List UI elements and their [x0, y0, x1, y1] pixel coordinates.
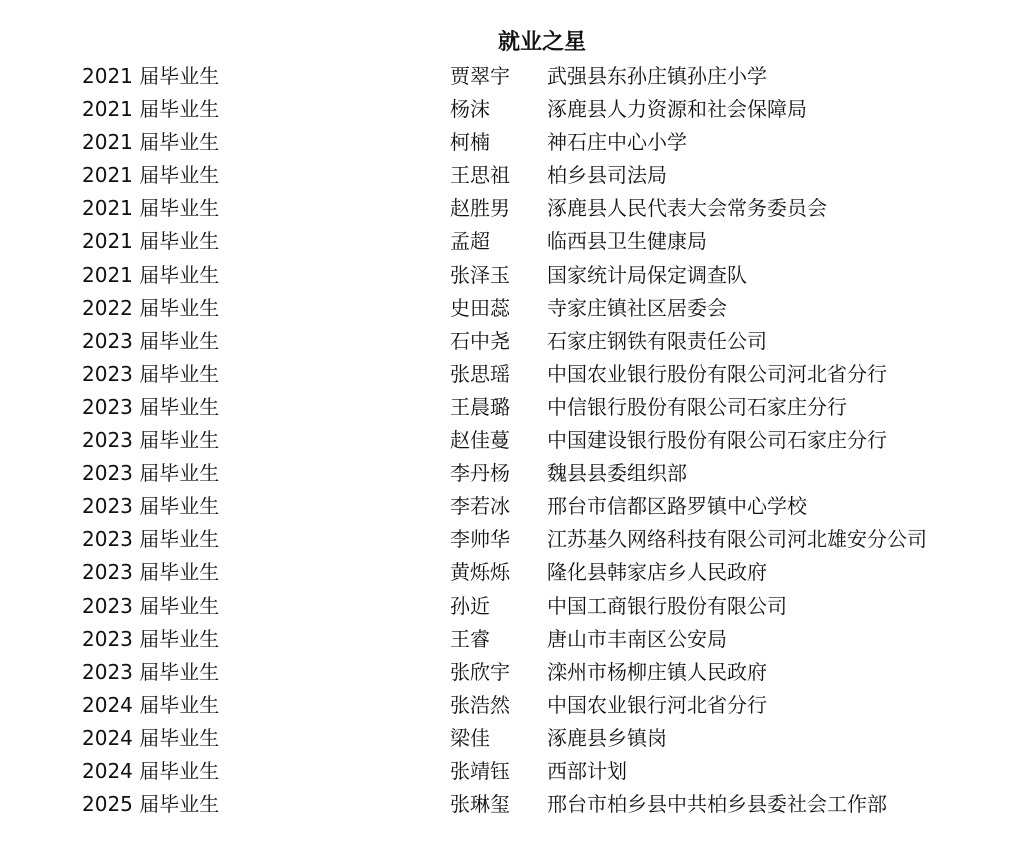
graduation-year: 2021 届毕业生: [82, 229, 220, 254]
graduate-name: 杨沫: [450, 97, 490, 122]
graduate-name: 史田蕊: [450, 295, 510, 320]
list-item: [0, 93, 1028, 126]
employer: 江苏基久网络科技有限公司河北雄安分公司: [547, 527, 927, 552]
employer: 中国工商银行股份有限公司: [547, 593, 787, 618]
graduation-year: 2021 届毕业生: [82, 64, 220, 88]
graduate-name: 张泽玉: [450, 262, 510, 287]
graduate-name: 赵佳蔓: [450, 428, 510, 453]
graduation-year: 2023 届毕业生: [82, 361, 220, 386]
graduation-year: 2023 届毕业生: [82, 626, 220, 651]
employer: 临西县卫生健康局: [547, 229, 707, 254]
graduate-name: 王思祖: [450, 163, 510, 188]
graduation-year: 2023 届毕业生: [82, 328, 220, 353]
list-item: [0, 590, 1028, 623]
list-item: [0, 325, 1028, 358]
graduation-year: 2021 届毕业生: [82, 163, 220, 188]
employer: 涿鹿县人民代表大会常务委员会: [547, 196, 827, 221]
employer: 中国农业银行河北省分行: [547, 692, 767, 717]
graduation-year: 2024 届毕业生: [82, 725, 220, 750]
graduate-name: 孟超: [450, 229, 490, 254]
employer: 隆化县韩家店乡人民政府: [547, 560, 767, 585]
list-item: [0, 259, 1028, 292]
graduation-year: 2023 届毕业生: [82, 461, 220, 486]
graduate-name: 张浩然: [450, 692, 510, 717]
graduation-year: 2024 届毕业生: [82, 758, 220, 783]
employer: 国家统计局保定调查队: [547, 262, 747, 287]
employer: 唐山市丰南区公安局: [547, 626, 727, 651]
employer: 武强县东孙庄镇孙庄小学: [547, 64, 767, 88]
list-item: [0, 358, 1028, 391]
list-item: [0, 755, 1028, 788]
list-item: [0, 292, 1028, 325]
graduate-name: 张琳玺: [450, 792, 510, 817]
graduate-name: 李帅华: [450, 527, 510, 552]
list-item: [0, 656, 1028, 689]
list-item: [0, 722, 1028, 755]
graduate-name: 张思瑶: [450, 361, 510, 386]
graduation-year: 2025 届毕业生: [82, 792, 220, 817]
list-item: [0, 490, 1028, 523]
graduate-name: 李若冰: [450, 494, 510, 519]
page-title: 就业之星: [497, 30, 586, 55]
employer: 西部计划: [547, 758, 627, 783]
employer: 邢台市信都区路罗镇中心学校: [547, 494, 807, 519]
list-item: [0, 192, 1028, 225]
list-item: [0, 556, 1028, 589]
list-item: [0, 788, 1028, 821]
list-item: [0, 391, 1028, 424]
list-item: [0, 457, 1028, 490]
graduate-name: 石中尧: [450, 328, 510, 353]
graduation-year: 2021 届毕业生: [82, 262, 220, 287]
graduation-year: 2023 届毕业生: [82, 428, 220, 453]
employer: 滦州市杨柳庄镇人民政府: [547, 659, 767, 684]
graduate-name: 张靖钰: [450, 758, 510, 783]
graduation-year: 2023 届毕业生: [82, 560, 220, 585]
graduate-name: 梁佳: [450, 725, 490, 750]
graduate-name: 张欣宇: [450, 659, 510, 684]
employer: 中国农业银行股份有限公司河北省分行: [547, 361, 887, 386]
graduate-name: 李丹杨: [450, 461, 510, 486]
list-item: [0, 225, 1028, 258]
list-item: [0, 689, 1028, 722]
list-item: [0, 523, 1028, 556]
graduation-year: 2023 届毕业生: [82, 494, 220, 519]
graduation-year: 2023 届毕业生: [82, 527, 220, 552]
graduation-year: 2023 届毕业生: [82, 394, 220, 419]
graduate-name: 王晨璐: [450, 394, 510, 419]
graduate-name: 贾翠宇: [450, 64, 510, 88]
graduate-name: 王睿: [450, 626, 490, 651]
employer: 石家庄钢铁有限责任公司: [547, 328, 767, 353]
list-item: [0, 126, 1028, 159]
employer: 涿鹿县人力资源和社会保障局: [547, 97, 807, 122]
graduation-year: 2021 届毕业生: [82, 130, 220, 155]
graduation-year: 2021 届毕业生: [82, 196, 220, 221]
graduate-name: 赵胜男: [450, 196, 510, 221]
employer: 中国建设银行股份有限公司石家庄分行: [547, 428, 887, 453]
employer: 柏乡县司法局: [547, 163, 667, 188]
employer: 寺家庄镇社区居委会: [547, 295, 727, 320]
employer: 魏县县委组织部: [547, 461, 687, 486]
graduation-year: 2024 届毕业生: [82, 692, 220, 717]
graduate-list: [0, 60, 1028, 821]
graduation-year: 2023 届毕业生: [82, 659, 220, 684]
graduation-year: 2023 届毕业生: [82, 593, 220, 618]
list-item: [0, 424, 1028, 457]
list-item: [0, 623, 1028, 656]
employer: 中信银行股份有限公司石家庄分行: [547, 394, 847, 419]
graduation-year: 2022 届毕业生: [82, 295, 220, 320]
employer: 邢台市柏乡县中共柏乡县委社会工作部: [547, 792, 887, 817]
list-item: [0, 60, 1028, 93]
employer: 神石庄中心小学: [547, 130, 687, 155]
graduate-name: 孙近: [450, 593, 490, 618]
graduate-name: 柯楠: [450, 130, 490, 155]
employer: 涿鹿县乡镇岗: [547, 725, 667, 750]
list-item: [0, 159, 1028, 192]
graduate-name: 黄烁烁: [450, 560, 510, 585]
graduation-year: 2021 届毕业生: [82, 97, 220, 122]
